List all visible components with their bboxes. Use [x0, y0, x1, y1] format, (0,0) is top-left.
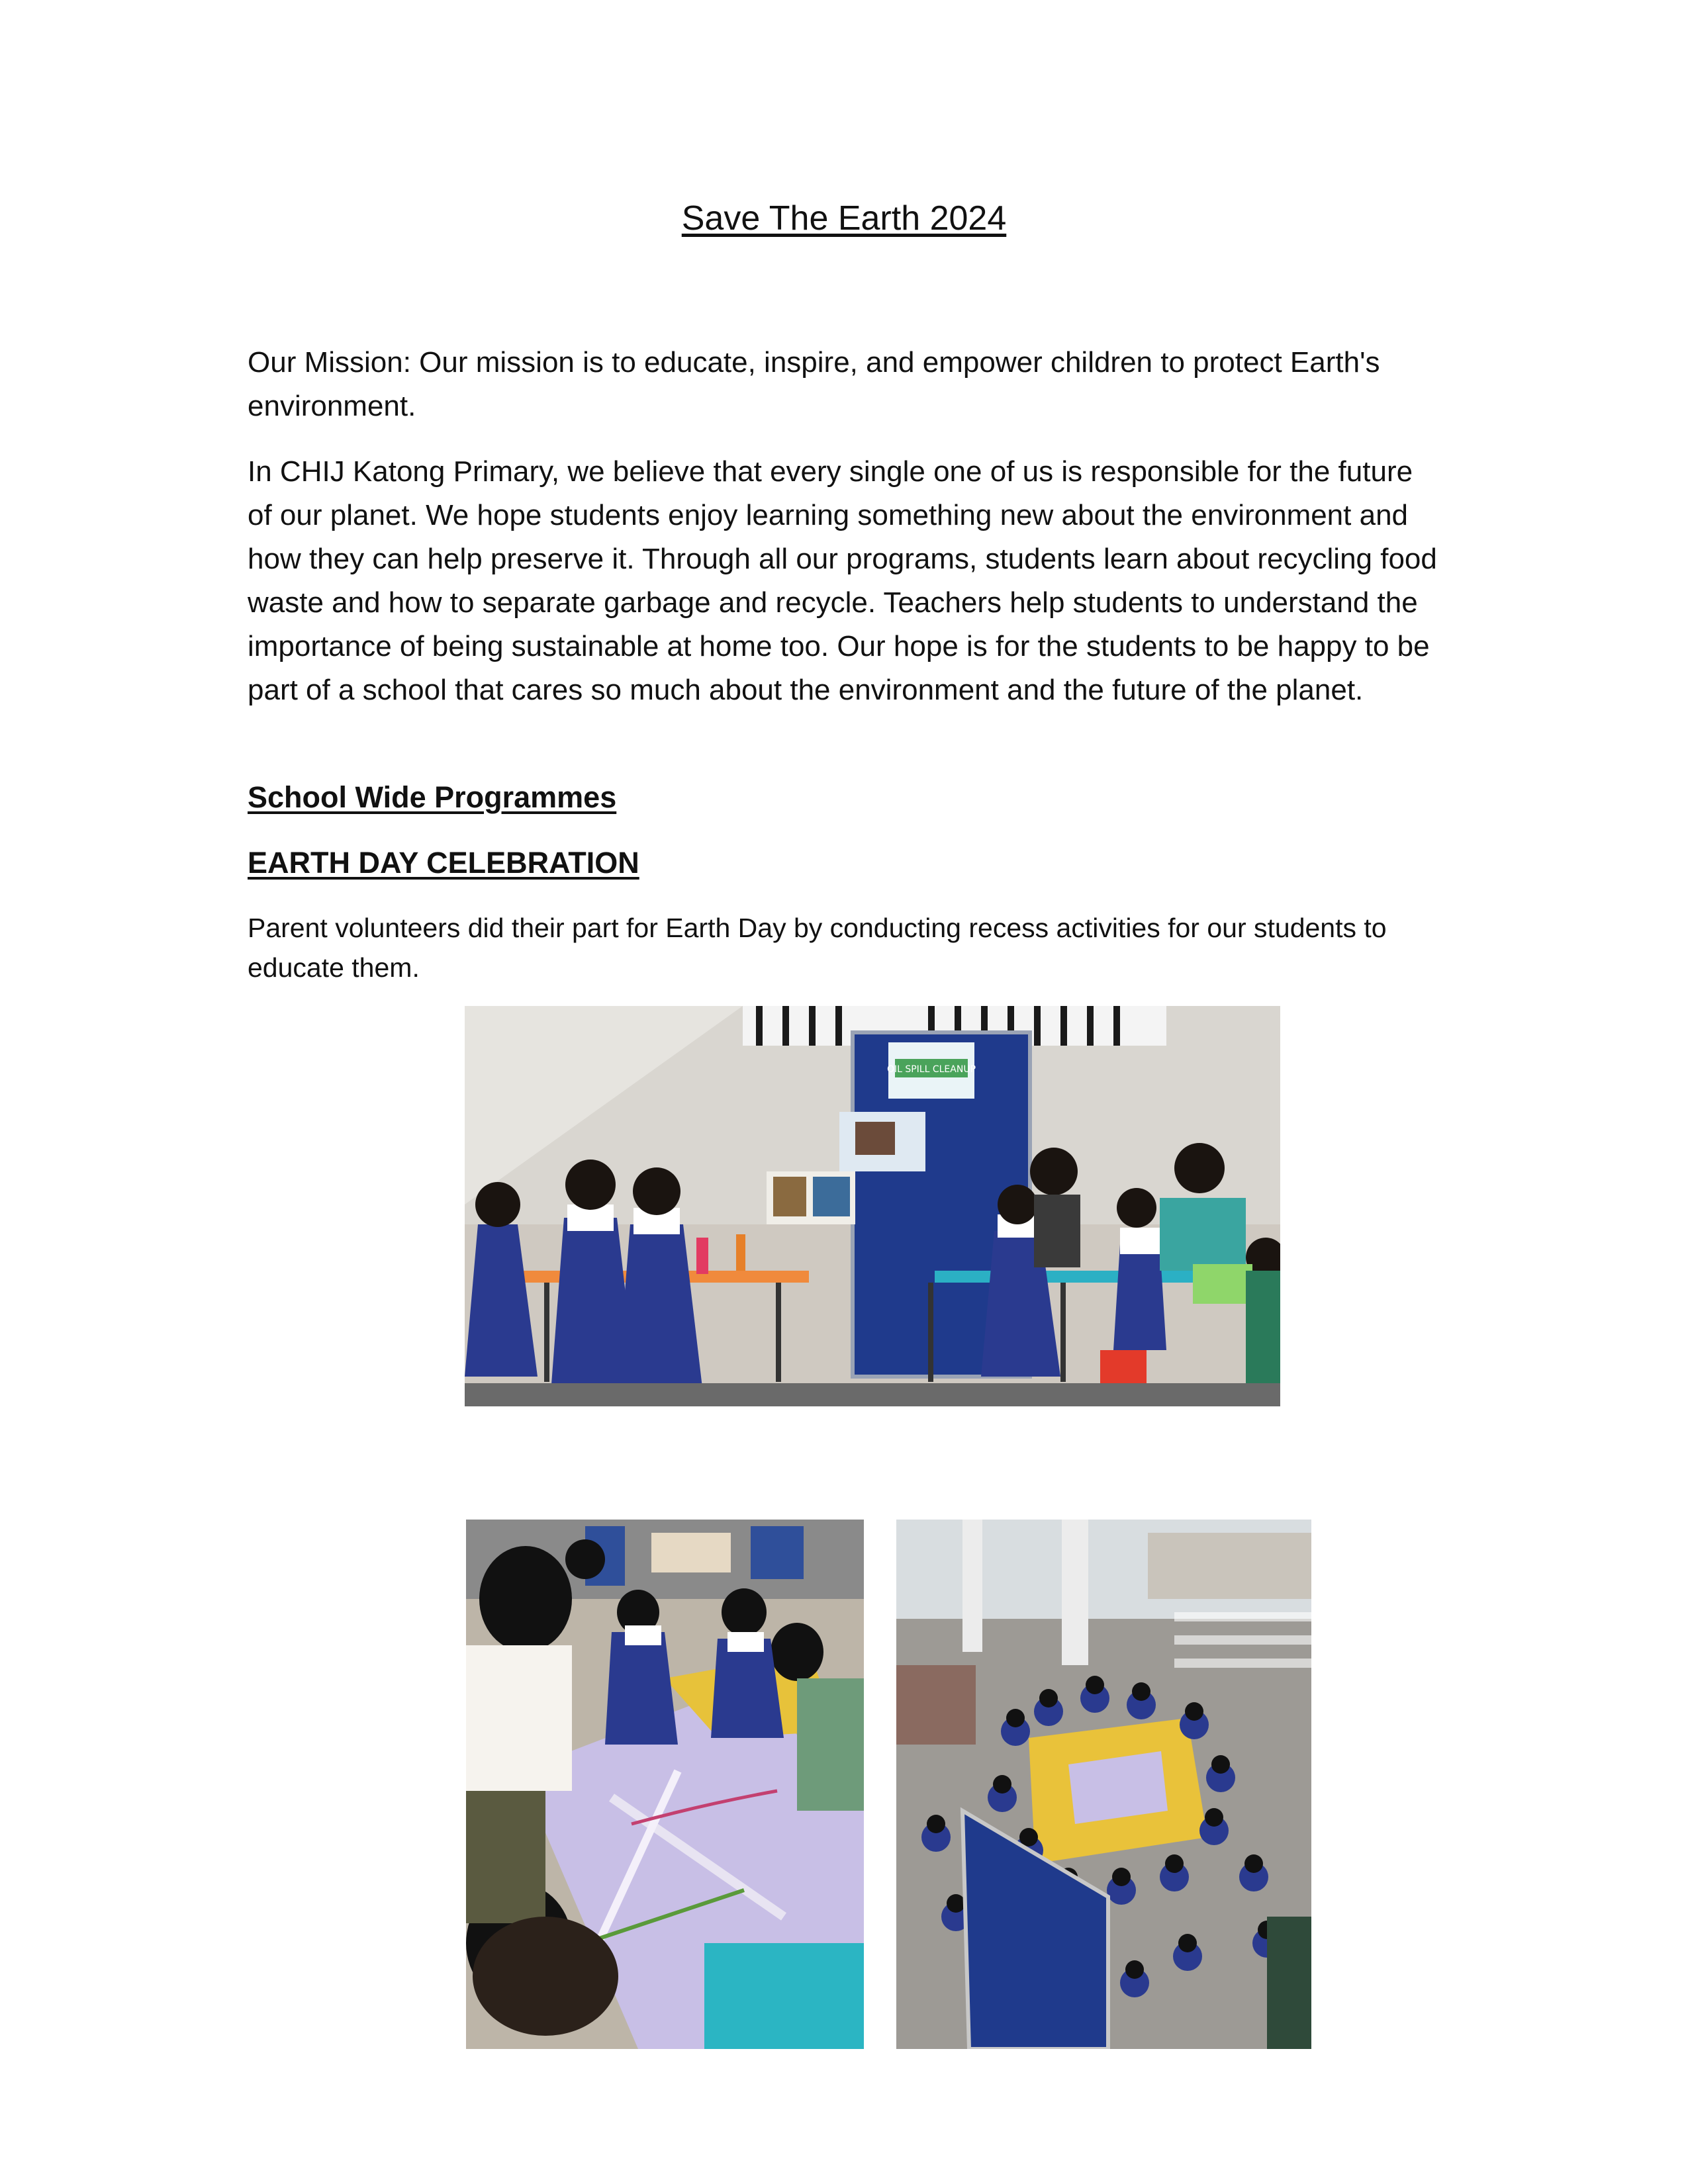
booth-photo-image — [465, 1006, 1280, 1406]
page-title: Save The Earth 2024 — [681, 199, 1007, 238]
poster-label: OIL SPILL CLEANUP — [886, 1064, 976, 1075]
craft-photo-image — [466, 1520, 864, 2049]
subsection-heading: EARTH DAY CELEBRATION — [248, 846, 639, 880]
mission-paragraph: Our Mission: Our mission is to educate, inspire, and empower children to protect Earth's environment. — [248, 346, 1380, 422]
earth-day-paragraph: Parent volunteers did their part for Earth Day by conducting recess activities for our students to educate them. — [248, 913, 1387, 983]
intro-paragraph: In CHIJ Katong Primary, we believe that every single one of us is responsible for the future of our planet. We hope students enjoy learning something new about the environment and how they can help preserve it. Through all our programs, students learn about recycling food waste and how to separate garbage and recycle. Teachers help students to understand the importance of being sustainable at home too. Our hope is for the students to be happy to be part of a school that cares so much about the environment and the future of the planet. — [248, 455, 1437, 706]
photo-craft-activity — [466, 1520, 864, 2049]
photo-crowd-overhead — [896, 1520, 1311, 2049]
photo-earth-day-booth — [465, 1006, 1280, 1406]
crowd-photo-image — [896, 1520, 1311, 2049]
section-heading: School Wide Programmes — [248, 780, 617, 814]
